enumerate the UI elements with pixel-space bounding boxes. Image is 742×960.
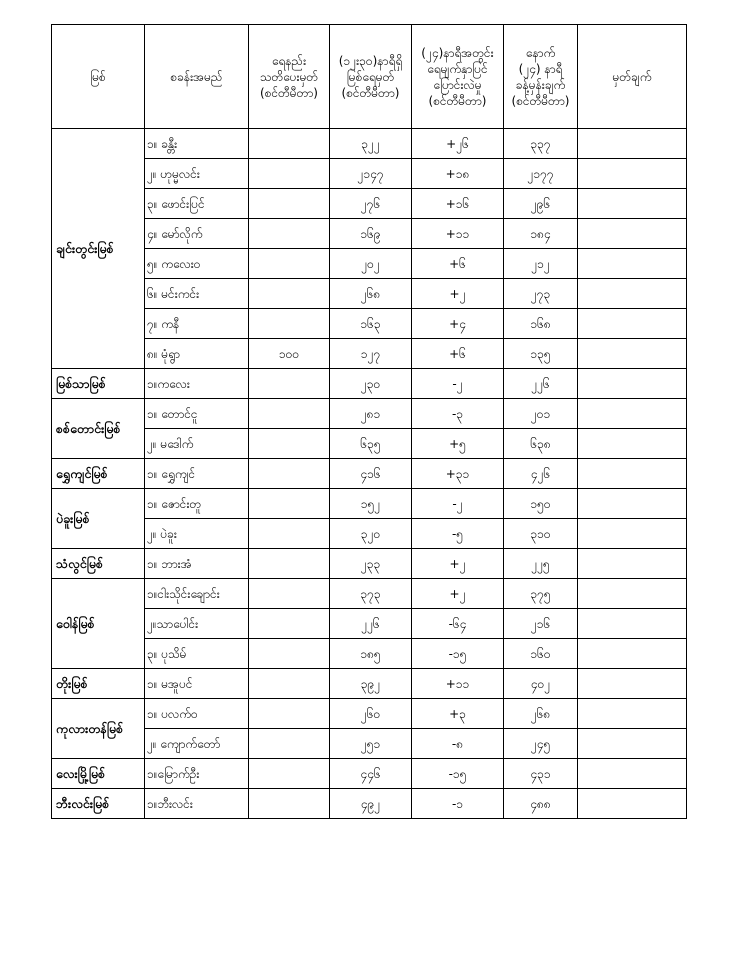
remark bbox=[578, 339, 687, 369]
current-level: ၃၂၂ bbox=[330, 129, 412, 159]
header-forecast-line: (စင်တီမီတာ) bbox=[511, 93, 570, 108]
table-row bbox=[52, 729, 687, 759]
header-forecast bbox=[504, 25, 578, 129]
danger-level bbox=[249, 669, 330, 699]
remark bbox=[578, 669, 687, 699]
forecast-level: ၄၀၂ bbox=[504, 669, 578, 699]
header-remark: မှတ်ချက် bbox=[578, 25, 687, 129]
danger-level bbox=[249, 579, 330, 609]
current-level: ၁၆၉ bbox=[330, 219, 412, 249]
forecast-level: ၂၁၂ bbox=[504, 249, 578, 279]
header-level-line: (၁၂း၃၀)နာရီရှိ bbox=[338, 53, 403, 68]
remark bbox=[578, 279, 687, 309]
danger-level bbox=[249, 609, 330, 639]
station-name: ၂။ မဒေါက် bbox=[145, 429, 249, 459]
header-change bbox=[412, 25, 504, 129]
table-row bbox=[52, 639, 687, 669]
level-change: +၅ bbox=[412, 429, 504, 459]
current-level: ၂၃၃ bbox=[330, 549, 412, 579]
current-level: ၂၁၄၇ bbox=[330, 159, 412, 189]
river-name: ချင်းတွင်းမြစ် bbox=[52, 129, 145, 369]
station-name: ၂။ ကျောက်တော် bbox=[145, 729, 249, 759]
table-row bbox=[52, 159, 687, 189]
current-level: ၃၉၂ bbox=[330, 669, 412, 699]
danger-level bbox=[249, 129, 330, 159]
current-level: ၃၂၀ bbox=[330, 519, 412, 549]
river-name: ပဲခူးမြစ် bbox=[52, 489, 145, 549]
table-row bbox=[52, 489, 687, 519]
station-name: ၁။ ရွှေကျင် bbox=[145, 459, 249, 489]
table-row bbox=[52, 549, 687, 579]
level-change: +၆ bbox=[412, 339, 504, 369]
level-change: -၆၄ bbox=[412, 609, 504, 639]
remark bbox=[578, 789, 687, 819]
level-change: -၂ bbox=[412, 489, 504, 519]
danger-level bbox=[249, 459, 330, 489]
station-name: ၅။ ကလေးဝ bbox=[145, 249, 249, 279]
station-name: ၁။ ဘားအံ bbox=[145, 549, 249, 579]
station-name: ၄။ မော်လိုက် bbox=[145, 219, 249, 249]
level-change: +၂ bbox=[412, 549, 504, 579]
table-row bbox=[52, 429, 687, 459]
level-change: +၁၈ bbox=[412, 159, 504, 189]
station-name: ၂။ ဟုမ္မလင်း bbox=[145, 159, 249, 189]
station-name: ၁။ မအူပင် bbox=[145, 669, 249, 699]
header-river: မြစ် bbox=[52, 25, 145, 129]
remark bbox=[578, 429, 687, 459]
table-row bbox=[52, 789, 687, 819]
current-level: ၂၆၈ bbox=[330, 279, 412, 309]
remark bbox=[578, 699, 687, 729]
level-change: +၁၁ bbox=[412, 669, 504, 699]
station-name: ၈။ မုံရွာ bbox=[145, 339, 249, 369]
remark bbox=[578, 549, 687, 579]
table-row bbox=[52, 309, 687, 339]
level-change: +၃၁ bbox=[412, 459, 504, 489]
table-row bbox=[52, 459, 687, 489]
table-row bbox=[52, 369, 687, 399]
station-name: ၇။ ကနီ bbox=[145, 309, 249, 339]
table-row bbox=[52, 129, 687, 159]
forecast-level: ၃၇၅ bbox=[504, 579, 578, 609]
remark bbox=[578, 189, 687, 219]
level-change: +၁၆ bbox=[412, 189, 504, 219]
station-name: ၁။ဘီးလင်း bbox=[145, 789, 249, 819]
header-danger-line: (စင်တီမီတာ) bbox=[260, 85, 318, 100]
station-name: ၁။ တောင်ငူ bbox=[145, 399, 249, 429]
header-change-line: ပြောင်းလဲမှု bbox=[433, 77, 482, 92]
remark bbox=[578, 639, 687, 669]
level-change: +၃ bbox=[412, 699, 504, 729]
header-danger-line: သတိပေးမှတ် bbox=[259, 69, 319, 84]
forecast-level: ၁၆၀ bbox=[504, 639, 578, 669]
danger-level bbox=[249, 429, 330, 459]
level-change: -၂ bbox=[412, 369, 504, 399]
danger-level bbox=[249, 789, 330, 819]
table-row bbox=[52, 579, 687, 609]
danger-level bbox=[249, 279, 330, 309]
remark bbox=[578, 579, 687, 609]
station-name: ၃။ ဖောင်းပြင် bbox=[145, 189, 249, 219]
station-name: ၁။ ခန္တီး bbox=[145, 129, 249, 159]
danger-level bbox=[249, 189, 330, 219]
current-level: ၂၂၆ bbox=[330, 609, 412, 639]
level-change: -၁ bbox=[412, 789, 504, 819]
current-level: ၁၆၃ bbox=[330, 309, 412, 339]
table-row bbox=[52, 189, 687, 219]
table-row bbox=[52, 699, 687, 729]
river-name: လေးမြို့မြစ် bbox=[52, 759, 145, 789]
river-name: ကုလားတန်မြစ် bbox=[52, 699, 145, 759]
remark bbox=[578, 399, 687, 429]
river-name: ရွှေကျင်မြစ် bbox=[52, 459, 145, 489]
forecast-level: ၁၈၄ bbox=[504, 219, 578, 249]
river-name: တိုးမြစ် bbox=[52, 669, 145, 699]
station-name: ၂။သာပေါင်း bbox=[145, 609, 249, 639]
station-name: ၆။ မင်းကင်း bbox=[145, 279, 249, 309]
current-level: ၄၄၆ bbox=[330, 759, 412, 789]
current-level: ၁၅၂ bbox=[330, 489, 412, 519]
forecast-level: ၆၃၈ bbox=[504, 429, 578, 459]
station-name: ၃။ ပုသိမ် bbox=[145, 639, 249, 669]
current-level: ၂၇၆ bbox=[330, 189, 412, 219]
current-level: ၂၈၁ bbox=[330, 399, 412, 429]
level-change: +၂ bbox=[412, 579, 504, 609]
danger-level bbox=[249, 699, 330, 729]
danger-level bbox=[249, 549, 330, 579]
river-name: သံလွင်မြစ် bbox=[52, 549, 145, 579]
danger-level bbox=[249, 759, 330, 789]
header-forecast-line: နောက် bbox=[525, 45, 556, 60]
forecast-level: ၄၃၁ bbox=[504, 759, 578, 789]
danger-level bbox=[249, 159, 330, 189]
remark bbox=[578, 609, 687, 639]
table-row bbox=[52, 759, 687, 789]
level-change: -၁၅ bbox=[412, 759, 504, 789]
river-level-table bbox=[51, 24, 687, 819]
header-change-line: (၂၄)နာရီအတွင်း bbox=[421, 45, 494, 60]
forecast-level: ၂၆၈ bbox=[504, 699, 578, 729]
remark bbox=[578, 219, 687, 249]
level-change: -၃ bbox=[412, 399, 504, 429]
header-change-line: (စင်တီမီတာ) bbox=[428, 93, 487, 108]
level-change: -၅ bbox=[412, 519, 504, 549]
danger-level bbox=[249, 489, 330, 519]
level-change: +၁၁ bbox=[412, 219, 504, 249]
level-change: +၆ bbox=[412, 249, 504, 279]
header-level-line: (စင်တီမီတာ) bbox=[341, 85, 400, 100]
forecast-level: ၂၂၅ bbox=[504, 549, 578, 579]
danger-level bbox=[249, 399, 330, 429]
danger-level bbox=[249, 219, 330, 249]
forecast-level: ၁၆၈ bbox=[504, 309, 578, 339]
danger-level bbox=[249, 249, 330, 279]
river-level-sheet bbox=[51, 24, 687, 819]
forecast-level: ၂၂၆ bbox=[504, 369, 578, 399]
header-danger-line: ရေနည်း bbox=[271, 53, 307, 68]
header-danger-level bbox=[249, 25, 330, 129]
remark bbox=[578, 309, 687, 339]
forecast-level: ၁၃၅ bbox=[504, 339, 578, 369]
header-forecast-line: (၂၄) နာရီ bbox=[518, 61, 563, 76]
header-station: စခန်းအမည် bbox=[145, 25, 249, 129]
level-change: +၄ bbox=[412, 309, 504, 339]
current-level: ၄၉၂ bbox=[330, 789, 412, 819]
river-name: ဘီးလင်းမြစ် bbox=[52, 789, 145, 819]
header-row bbox=[52, 25, 687, 129]
forecast-level: ၄၂၆ bbox=[504, 459, 578, 489]
current-level: ၂၀၂ bbox=[330, 249, 412, 279]
river-name: ဝေါန်မြစ် bbox=[52, 579, 145, 669]
table-row bbox=[52, 399, 687, 429]
table-row bbox=[52, 339, 687, 369]
current-level: ၃၇၃ bbox=[330, 579, 412, 609]
remark bbox=[578, 129, 687, 159]
station-name: ၁။ငါးသိုင်းချောင်း bbox=[145, 579, 249, 609]
header-level-line: မြစ်ရေမှတ် bbox=[346, 69, 395, 84]
forecast-level: ၂၇၃ bbox=[504, 279, 578, 309]
forecast-level: ၂၁၇၇ bbox=[504, 159, 578, 189]
danger-level bbox=[249, 519, 330, 549]
table-row bbox=[52, 279, 687, 309]
forecast-level: ၁၅၀ bbox=[504, 489, 578, 519]
level-change: -၈ bbox=[412, 729, 504, 759]
current-level: ၁၈၅ bbox=[330, 639, 412, 669]
river-name: မြစ်သာမြစ် bbox=[52, 369, 145, 399]
remark bbox=[578, 759, 687, 789]
table-body bbox=[52, 129, 687, 819]
level-change: +၂ bbox=[412, 279, 504, 309]
table-row bbox=[52, 219, 687, 249]
remark bbox=[578, 159, 687, 189]
danger-level: ၁၀၀ bbox=[249, 339, 330, 369]
remark bbox=[578, 519, 687, 549]
forecast-level: ၂၀၁ bbox=[504, 399, 578, 429]
current-level: ၁၂၇ bbox=[330, 339, 412, 369]
header-current-level bbox=[330, 25, 412, 129]
current-level: ၂၆၀ bbox=[330, 699, 412, 729]
station-name: ၁။ ဇောင်းတူ bbox=[145, 489, 249, 519]
danger-level bbox=[249, 309, 330, 339]
river-name: စစ်တောင်းမြစ် bbox=[52, 399, 145, 459]
danger-level bbox=[249, 639, 330, 669]
table-row bbox=[52, 519, 687, 549]
forecast-level: ၄၈၈ bbox=[504, 789, 578, 819]
table-row bbox=[52, 669, 687, 699]
forecast-level: ၂၁၆ bbox=[504, 609, 578, 639]
remark bbox=[578, 459, 687, 489]
level-change: -၁၅ bbox=[412, 639, 504, 669]
remark bbox=[578, 729, 687, 759]
remark bbox=[578, 249, 687, 279]
station-name: ၂။ ပဲခူး bbox=[145, 519, 249, 549]
station-name: ၁။မြောက်ဦး bbox=[145, 759, 249, 789]
station-name: ၁။ ပလက်ဝ bbox=[145, 699, 249, 729]
level-change: +၂၆ bbox=[412, 129, 504, 159]
current-level: ၂၃၀ bbox=[330, 369, 412, 399]
danger-level bbox=[249, 729, 330, 759]
remark bbox=[578, 369, 687, 399]
current-level: ၂၅၁ bbox=[330, 729, 412, 759]
remark bbox=[578, 489, 687, 519]
table-row bbox=[52, 609, 687, 639]
table-row bbox=[52, 249, 687, 279]
station-name: ၁။ကလေး bbox=[145, 369, 249, 399]
header-forecast-line: ခန့်မှန်းချက် bbox=[515, 77, 566, 92]
forecast-level: ၂၄၅ bbox=[504, 729, 578, 759]
danger-level bbox=[249, 369, 330, 399]
current-level: ၄၁၆ bbox=[330, 459, 412, 489]
header-change-line: ရေမျက်နှာပြင် bbox=[427, 61, 488, 76]
current-level: ၆၃၅ bbox=[330, 429, 412, 459]
forecast-level: ၃၁၀ bbox=[504, 519, 578, 549]
forecast-level: ၃၃၇ bbox=[504, 129, 578, 159]
forecast-level: ၂၉၆ bbox=[504, 189, 578, 219]
